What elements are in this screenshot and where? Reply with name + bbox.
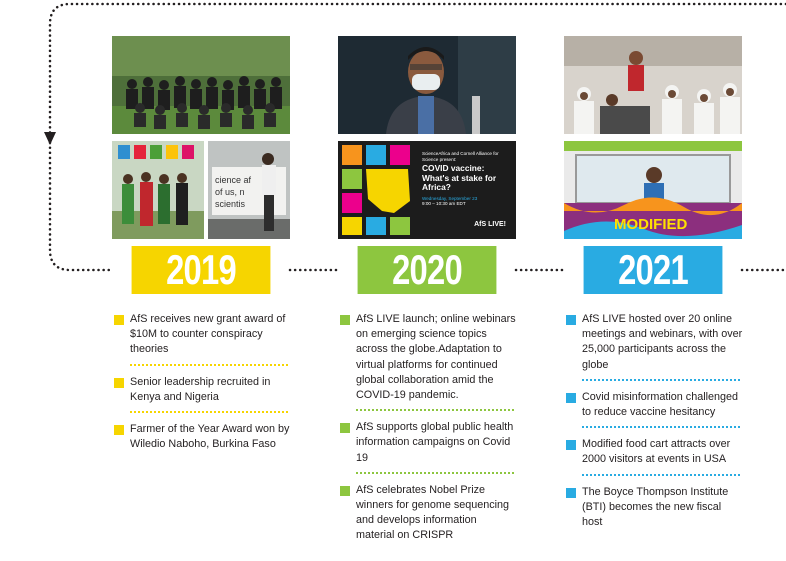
cart-label: MODIFIED [614, 216, 688, 233]
year-2020-label: 2020 [392, 246, 462, 293]
women-group-photo-icon [112, 141, 204, 239]
year-2021-label: 2021 [618, 246, 688, 293]
dotted-divider [130, 364, 288, 366]
events-2020 [340, 312, 518, 561]
photos-2021 [564, 36, 742, 239]
year-2021-box [584, 246, 723, 294]
event-item: AfS celebrates Nobel Prize winners for genome sequencing and develops information material on CRISPR [340, 483, 518, 552]
square-bullet-icon [114, 378, 124, 388]
event-item: Modified food cart attracts over 2000 visitors at events in USA [566, 437, 744, 475]
event-item: AfS supports global public health information campaigns on Covid 19 [340, 420, 518, 474]
square-bullet-icon [340, 486, 350, 496]
square-bullet-icon [114, 315, 124, 325]
event-item: Farmer of the Year Award won by Wiledio Naboho, Burkina Faso [114, 422, 292, 460]
column-2021 [564, 36, 742, 239]
webinar-poster-icon [338, 141, 516, 239]
event-item: The Boyce Thompson Institute (BTI) becomes the new fiscal host [566, 485, 744, 539]
svg-text:of us, n: of us, n [215, 187, 245, 197]
square-bullet-icon [566, 440, 576, 450]
event-item: Covid misinformation challenged to reduce vaccine hesitancy [566, 390, 744, 428]
event-item: AfS LIVE hosted over 20 online meetings and webinars, with over 25,000 participants across the globe [566, 312, 744, 381]
photos-2020 [338, 36, 516, 239]
year-2019-box [132, 246, 271, 294]
group-photo-icon [112, 36, 290, 134]
dotted-divider [582, 379, 740, 381]
dotted-divider [356, 472, 514, 474]
science-banner-photo-icon [208, 141, 290, 239]
timeline-arrow-down-icon [44, 132, 56, 145]
square-bullet-icon [566, 488, 576, 498]
svg-text:cience af: cience af [215, 175, 252, 185]
speaker-mask-photo-icon [338, 36, 516, 134]
event-item: AfS LIVE launch; online webinars on emerging science topics across the globe.Adaptation to virtual platforms for continued global collaboration amid the COVID-19 pandemic. [340, 312, 518, 411]
year-2020-box [358, 246, 497, 294]
event-item: Senior leadership recruited in Kenya and Nigeria [114, 375, 292, 413]
events-2021 [566, 312, 744, 547]
dotted-divider [582, 474, 740, 476]
square-bullet-icon [114, 425, 124, 435]
square-bullet-icon [340, 423, 350, 433]
dotted-divider [356, 409, 514, 411]
food-cart-photo-icon [564, 141, 742, 239]
photos-2019 [112, 36, 290, 239]
column-2020 [338, 36, 516, 239]
column-2019 [112, 36, 290, 239]
meeting-participants-photo-icon [564, 36, 742, 134]
square-bullet-icon [566, 315, 576, 325]
dotted-divider [582, 426, 740, 428]
events-2019 [114, 312, 292, 469]
dotted-divider [130, 411, 288, 413]
square-bullet-icon [340, 315, 350, 325]
svg-text:scientis: scientis [215, 199, 246, 209]
year-2019-label: 2019 [166, 246, 236, 293]
poster-text: ScienceAfrica and Cornell Alliance for Science present: COVID vaccine: What's at stake for Africa? Wednesday, September 23 9:00 – 10:30 am EDT AfS LIVE! [422, 151, 506, 228]
event-item: AfS receives new grant award of $10M to counter conspiracy theories [114, 312, 292, 366]
square-bullet-icon [566, 393, 576, 403]
